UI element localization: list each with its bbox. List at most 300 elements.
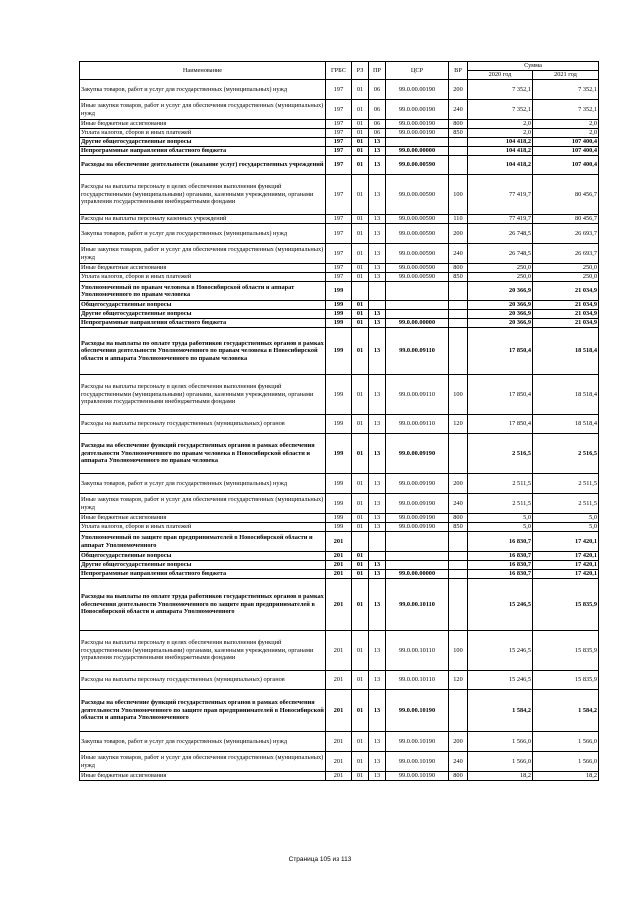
cell-sum-2020: 77 419,7: [468, 215, 533, 224]
cell-name: Непрограммные направления областного бюджета: [80, 147, 326, 156]
cell-pr: 13: [369, 138, 386, 147]
cell-vr: [449, 532, 468, 552]
cell-csr: [386, 561, 449, 570]
cell-name: Закупка товаров, работ и услуг для государственных (муниципальных) нужд: [80, 224, 326, 244]
table-row: [80, 474, 599, 494]
cell-name: Иные закупки товаров, работ и услуг для обеспечения государственных (муниципальных) нужд: [80, 752, 326, 772]
table-row: [80, 579, 599, 631]
cell-sum-2021: 250,0: [533, 273, 599, 282]
cell-pr: 13: [369, 328, 386, 375]
cell-grbs: 197: [326, 175, 352, 215]
cell-sum-2020: 5,0: [468, 514, 533, 523]
cell-rz: 01: [352, 514, 369, 523]
table-row: [80, 80, 599, 100]
table-row: [80, 244, 599, 264]
cell-sum-2021: 80 456,7: [533, 175, 599, 215]
cell-csr: 99.0.00.00190: [386, 129, 449, 138]
table-row: [80, 772, 599, 781]
cell-vr: 850: [449, 129, 468, 138]
header-name: Наименование: [80, 62, 326, 80]
cell-grbs: 199: [326, 474, 352, 494]
cell-vr: 240: [449, 244, 468, 264]
cell-pr: 13: [369, 561, 386, 570]
cell-name: Уплата налогов, сборов и иных платежей: [80, 523, 326, 532]
cell-rz: 01: [352, 147, 369, 156]
cell-grbs: 201: [326, 690, 352, 732]
table-row: [80, 328, 599, 375]
cell-grbs: 201: [326, 532, 352, 552]
table-row: [80, 752, 599, 772]
cell-csr: 99.0.00.09190: [386, 523, 449, 532]
cell-name: Иные закупки товаров, работ и услуг для обеспечения государственных (муниципальных) нужд: [80, 494, 326, 514]
cell-csr: 99.0.00.10110: [386, 671, 449, 690]
cell-pr: 13: [369, 570, 386, 579]
header-year-2021: 2021 год: [533, 71, 599, 80]
table-row: [80, 129, 599, 138]
cell-sum-2021: 18,2: [533, 772, 599, 781]
table-row: [80, 375, 599, 415]
cell-sum-2021: 1 584,2: [533, 690, 599, 732]
cell-name: Уплата налогов, сборов и иных платежей: [80, 129, 326, 138]
cell-name: Другие общегосударственные вопросы: [80, 561, 326, 570]
cell-name: Закупка товаров, работ и услуг для государственных (муниципальных) нужд: [80, 732, 326, 752]
cell-rz: 01: [352, 523, 369, 532]
table-row: [80, 120, 599, 129]
table-row: [80, 494, 599, 514]
cell-sum-2020: 250,0: [468, 264, 533, 273]
cell-grbs: 197: [326, 147, 352, 156]
cell-sum-2020: 16 830,7: [468, 561, 533, 570]
cell-rz: 01: [352, 415, 369, 434]
cell-rz: 01: [352, 319, 369, 328]
cell-pr: 13: [369, 752, 386, 772]
cell-csr: 99.0.00.10190: [386, 772, 449, 781]
cell-rz: 01: [352, 138, 369, 147]
cell-pr: 13: [369, 732, 386, 752]
cell-pr: 13: [369, 514, 386, 523]
cell-sum-2021: 2 516,5: [533, 434, 599, 474]
cell-rz: 01: [352, 100, 369, 120]
cell-name: Расходы на выплаты персоналу государственных (муниципальных) органов: [80, 415, 326, 434]
cell-vr: [449, 434, 468, 474]
cell-vr: [449, 690, 468, 732]
table-row: [80, 310, 599, 319]
cell-rz: 01: [352, 732, 369, 752]
table-row: [80, 301, 599, 310]
cell-pr: [369, 552, 386, 561]
cell-vr: 120: [449, 415, 468, 434]
cell-sum-2020: 104 418,2: [468, 138, 533, 147]
cell-csr: 99.0.00.00590: [386, 273, 449, 282]
cell-sum-2021: 21 034,9: [533, 319, 599, 328]
cell-name: Общегосударственные вопросы: [80, 552, 326, 561]
cell-name: Общегосударственные вопросы: [80, 301, 326, 310]
cell-sum-2021: 80 456,7: [533, 215, 599, 224]
table-row: [80, 224, 599, 244]
cell-sum-2020: 16 830,7: [468, 570, 533, 579]
cell-csr: 99.0.00.00590: [386, 224, 449, 244]
cell-csr: 99.0.00.09110: [386, 328, 449, 375]
cell-sum-2021: 1 566,0: [533, 752, 599, 772]
cell-pr: 13: [369, 156, 386, 175]
cell-csr: 99.0.00.10190: [386, 752, 449, 772]
cell-grbs: 201: [326, 570, 352, 579]
table-row: [80, 631, 599, 671]
cell-sum-2021: 107 400,4: [533, 147, 599, 156]
cell-name: Расходы на обеспечение функций государственных органов в рамках обеспечения деятельности Уполномоченного по правам человека в Новосибирской области и аппарата Уполномоченного по правам человека: [80, 434, 326, 474]
table-row: [80, 570, 599, 579]
cell-csr: 99.0.00.00590: [386, 156, 449, 175]
cell-csr: 99.0.00.00590: [386, 175, 449, 215]
cell-grbs: 201: [326, 552, 352, 561]
cell-sum-2021: 17 420,1: [533, 561, 599, 570]
cell-vr: 200: [449, 80, 468, 100]
cell-sum-2020: 26 748,5: [468, 224, 533, 244]
table-row: [80, 215, 599, 224]
cell-sum-2020: 7 352,1: [468, 80, 533, 100]
cell-csr: 99.0.00.00190: [386, 100, 449, 120]
cell-sum-2020: 104 418,2: [468, 156, 533, 175]
budget-table: [79, 61, 599, 781]
cell-sum-2021: 17 420,1: [533, 552, 599, 561]
cell-sum-2020: 1 566,0: [468, 752, 533, 772]
cell-sum-2021: 7 352,1: [533, 100, 599, 120]
cell-csr: 99.0.00.00590: [386, 244, 449, 264]
table-row: [80, 282, 599, 301]
cell-vr: 850: [449, 523, 468, 532]
cell-pr: 13: [369, 579, 386, 631]
cell-rz: 01: [352, 129, 369, 138]
cell-name: Расходы на выплаты персоналу государственных (муниципальных) органов: [80, 671, 326, 690]
table-row: [80, 690, 599, 732]
cell-rz: 01: [352, 552, 369, 561]
cell-name: Непрограммные направления областного бюджета: [80, 570, 326, 579]
cell-pr: 13: [369, 310, 386, 319]
cell-sum-2020: 16 830,7: [468, 552, 533, 561]
cell-name: Расходы на выплаты персоналу в целях обеспечения выполнения функций государственными (муниципальными) органами, казенными учреждениями, органами управления государственными внебюджетными фондами: [80, 375, 326, 415]
cell-rz: 01: [352, 224, 369, 244]
cell-vr: [449, 579, 468, 631]
header-grbs: ГРБС: [326, 62, 352, 80]
cell-sum-2021: 17 420,1: [533, 532, 599, 552]
cell-grbs: 197: [326, 80, 352, 100]
cell-csr: 99.0.00.10190: [386, 690, 449, 732]
cell-rz: 01: [352, 120, 369, 129]
cell-sum-2020: 2 511,5: [468, 474, 533, 494]
cell-sum-2021: 15 835,9: [533, 671, 599, 690]
cell-sum-2020: 20 366,9: [468, 301, 533, 310]
cell-sum-2020: 7 352,1: [468, 100, 533, 120]
cell-vr: [449, 552, 468, 561]
cell-grbs: 197: [326, 244, 352, 264]
cell-rz: 01: [352, 579, 369, 631]
cell-rz: [352, 282, 369, 301]
cell-pr: 13: [369, 690, 386, 732]
budget-table-page: [79, 61, 598, 781]
table-row: [80, 264, 599, 273]
cell-vr: 100: [449, 631, 468, 671]
cell-vr: 800: [449, 264, 468, 273]
cell-sum-2021: 2 511,5: [533, 474, 599, 494]
cell-sum-2020: 20 366,9: [468, 282, 533, 301]
cell-sum-2021: 7 352,1: [533, 80, 599, 100]
cell-pr: 13: [369, 215, 386, 224]
cell-sum-2021: 21 034,9: [533, 282, 599, 301]
cell-vr: [449, 319, 468, 328]
cell-sum-2021: 5,0: [533, 514, 599, 523]
cell-grbs: 199: [326, 415, 352, 434]
cell-pr: 13: [369, 631, 386, 671]
cell-vr: [449, 570, 468, 579]
cell-sum-2020: 250,0: [468, 273, 533, 282]
cell-rz: 01: [352, 80, 369, 100]
table-row: [80, 156, 599, 175]
cell-csr: [386, 532, 449, 552]
cell-vr: 200: [449, 224, 468, 244]
cell-pr: 06: [369, 120, 386, 129]
cell-sum-2021: 26 693,7: [533, 244, 599, 264]
cell-sum-2020: 20 366,9: [468, 310, 533, 319]
cell-sum-2021: 1 566,0: [533, 732, 599, 752]
cell-grbs: 199: [326, 375, 352, 415]
cell-csr: [386, 301, 449, 310]
cell-name: Непрограммные направления областного бюджета: [80, 319, 326, 328]
cell-name: Иные закупки товаров, работ и услуг для обеспечения государственных (муниципальных) нужд: [80, 244, 326, 264]
cell-vr: 240: [449, 100, 468, 120]
table-row: [80, 319, 599, 328]
cell-grbs: 201: [326, 631, 352, 671]
cell-csr: 99.0.00.09190: [386, 514, 449, 523]
cell-name: Расходы на выплаты персоналу в целях обеспечения выполнения функций государственными (муниципальными) органами, казенными учреждениями, органами управления государственными внебюджетными фондами: [80, 175, 326, 215]
cell-sum-2020: 77 419,7: [468, 175, 533, 215]
cell-name: Иные бюджетные ассигнования: [80, 120, 326, 129]
cell-pr: 13: [369, 244, 386, 264]
cell-rz: 01: [352, 494, 369, 514]
cell-vr: 100: [449, 175, 468, 215]
cell-sum-2021: 2,0: [533, 129, 599, 138]
cell-pr: 13: [369, 415, 386, 434]
cell-pr: [369, 532, 386, 552]
cell-sum-2020: 15 246,5: [468, 671, 533, 690]
cell-vr: 800: [449, 514, 468, 523]
table-row: [80, 138, 599, 147]
cell-rz: 01: [352, 310, 369, 319]
table-row: [80, 100, 599, 120]
cell-name: Иные бюджетные ассигнования: [80, 264, 326, 273]
cell-name: Расходы на обеспечение функций государственных органов в рамках обеспечения деятельности Уполномоченного по защите прав предпринимателей в Новосибирской области и аппарата Уполномоченного: [80, 690, 326, 732]
cell-sum-2021: 18 518,4: [533, 415, 599, 434]
cell-rz: 01: [352, 301, 369, 310]
cell-sum-2021: 21 034,9: [533, 310, 599, 319]
cell-pr: [369, 301, 386, 310]
cell-vr: [449, 561, 468, 570]
cell-vr: 850: [449, 273, 468, 282]
cell-vr: [449, 138, 468, 147]
cell-sum-2021: 107 400,4: [533, 138, 599, 147]
cell-rz: 01: [352, 474, 369, 494]
cell-pr: 13: [369, 264, 386, 273]
cell-rz: 01: [352, 434, 369, 474]
cell-csr: 99.0.00.09190: [386, 474, 449, 494]
cell-grbs: 201: [326, 579, 352, 631]
cell-grbs: 199: [326, 434, 352, 474]
table-row: [80, 532, 599, 552]
cell-csr: 99.0.00.09110: [386, 375, 449, 415]
cell-sum-2021: 250,0: [533, 264, 599, 273]
cell-sum-2021: 18 518,4: [533, 375, 599, 415]
cell-rz: 01: [352, 156, 369, 175]
cell-vr: [449, 156, 468, 175]
cell-pr: 13: [369, 474, 386, 494]
cell-pr: 13: [369, 375, 386, 415]
cell-sum-2020: 2 511,5: [468, 494, 533, 514]
cell-csr: 99.0.00.09110: [386, 415, 449, 434]
cell-pr: 13: [369, 772, 386, 781]
cell-name: Расходы на выплаты персоналу казенных учреждений: [80, 215, 326, 224]
cell-sum-2021: 18 518,4: [533, 328, 599, 375]
cell-rz: 01: [352, 690, 369, 732]
cell-pr: 13: [369, 494, 386, 514]
cell-sum-2020: 2 516,5: [468, 434, 533, 474]
cell-rz: 01: [352, 375, 369, 415]
cell-sum-2020: 17 850,4: [468, 415, 533, 434]
table-row: [80, 434, 599, 474]
cell-csr: 99.0.00.10110: [386, 579, 449, 631]
cell-vr: 800: [449, 120, 468, 129]
cell-rz: 01: [352, 561, 369, 570]
cell-vr: [449, 282, 468, 301]
cell-grbs: 197: [326, 215, 352, 224]
cell-name: Закупка товаров, работ и услуг для государственных (муниципальных) нужд: [80, 474, 326, 494]
cell-rz: 01: [352, 772, 369, 781]
page-number: Страница 105 из 113: [288, 856, 352, 863]
header-csr: ЦСР: [386, 62, 449, 80]
table-row: [80, 147, 599, 156]
cell-sum-2020: 18,2: [468, 772, 533, 781]
cell-sum-2021: 15 835,9: [533, 631, 599, 671]
cell-grbs: 197: [326, 273, 352, 282]
cell-csr: 99.0.00.09190: [386, 494, 449, 514]
cell-vr: [449, 310, 468, 319]
cell-sum-2020: 17 850,4: [468, 375, 533, 415]
header-year-2020: 2020 год: [468, 71, 533, 80]
cell-csr: 99.0.00.00590: [386, 215, 449, 224]
cell-pr: 13: [369, 147, 386, 156]
cell-rz: [352, 532, 369, 552]
cell-csr: 99.0.00.00190: [386, 80, 449, 100]
cell-sum-2020: 2,0: [468, 129, 533, 138]
cell-name: Расходы на обеспечение деятельности (оказание услуг) государственных учреждений: [80, 156, 326, 175]
cell-sum-2020: 15 246,5: [468, 579, 533, 631]
header-pr: ПР: [369, 62, 386, 80]
cell-sum-2021: 2,0: [533, 120, 599, 129]
cell-pr: 13: [369, 319, 386, 328]
cell-pr: 13: [369, 175, 386, 215]
cell-pr: 13: [369, 273, 386, 282]
cell-name: Иные закупки товаров, работ и услуг для обеспечения государственных (муниципальных) нужд: [80, 100, 326, 120]
cell-grbs: 199: [326, 301, 352, 310]
cell-rz: 01: [352, 244, 369, 264]
cell-rz: 01: [352, 671, 369, 690]
cell-rz: 01: [352, 631, 369, 671]
cell-vr: 800: [449, 772, 468, 781]
cell-sum-2021: 26 693,7: [533, 224, 599, 244]
table-row: [80, 415, 599, 434]
cell-grbs: 199: [326, 514, 352, 523]
cell-name: Расходы на выплаты по оплате труда работников государственных органов в рамках обеспечения деятельности Уполномоченного по правам человека в Новосибирской области и аппарата Уполномоченного по правам человека: [80, 328, 326, 375]
table-row: [80, 561, 599, 570]
table-row: [80, 273, 599, 282]
cell-grbs: 199: [326, 282, 352, 301]
cell-grbs: 197: [326, 264, 352, 273]
cell-rz: 01: [352, 328, 369, 375]
cell-name: Другие общегосударственные вопросы: [80, 138, 326, 147]
cell-vr: [449, 147, 468, 156]
cell-vr: 200: [449, 474, 468, 494]
table-row: [80, 523, 599, 532]
cell-rz: 01: [352, 215, 369, 224]
cell-vr: 110: [449, 215, 468, 224]
cell-rz: 01: [352, 752, 369, 772]
cell-pr: 13: [369, 523, 386, 532]
cell-vr: 120: [449, 671, 468, 690]
cell-name: Расходы на выплаты персоналу в целях обеспечения выполнения функций государственными (муниципальными) органами, казенными учреждениями, органами управления государственными внебюджетными фондами: [80, 631, 326, 671]
table-row: [80, 514, 599, 523]
cell-csr: 99.0.00.10110: [386, 631, 449, 671]
cell-csr: 99.0.00.00000: [386, 570, 449, 579]
cell-grbs: 199: [326, 328, 352, 375]
cell-grbs: 197: [326, 100, 352, 120]
cell-grbs: 199: [326, 523, 352, 532]
cell-grbs: 201: [326, 752, 352, 772]
cell-vr: [449, 301, 468, 310]
cell-sum-2020: 1 584,2: [468, 690, 533, 732]
cell-sum-2021: 5,0: [533, 523, 599, 532]
cell-name: Другие общегосударственные вопросы: [80, 310, 326, 319]
cell-grbs: 197: [326, 129, 352, 138]
cell-grbs: 201: [326, 561, 352, 570]
cell-grbs: 197: [326, 156, 352, 175]
cell-vr: 200: [449, 732, 468, 752]
cell-pr: [369, 282, 386, 301]
cell-csr: 99.0.00.00000: [386, 147, 449, 156]
table-body: [80, 80, 599, 781]
cell-csr: [386, 282, 449, 301]
cell-pr: 13: [369, 434, 386, 474]
cell-grbs: 199: [326, 494, 352, 514]
cell-sum-2020: 1 566,0: [468, 732, 533, 752]
header-vr: ВР: [449, 62, 468, 80]
table-row: [80, 552, 599, 561]
cell-sum-2020: 5,0: [468, 523, 533, 532]
cell-sum-2021: 21 034,9: [533, 301, 599, 310]
cell-sum-2020: 26 748,5: [468, 244, 533, 264]
cell-grbs: 199: [326, 319, 352, 328]
cell-vr: 240: [449, 494, 468, 514]
cell-sum-2020: 104 418,2: [468, 147, 533, 156]
cell-sum-2021: 17 420,1: [533, 570, 599, 579]
cell-pr: 06: [369, 129, 386, 138]
cell-csr: 99.0.00.00190: [386, 120, 449, 129]
cell-csr: 99.0.00.00590: [386, 264, 449, 273]
cell-grbs: 197: [326, 224, 352, 244]
cell-grbs: 201: [326, 671, 352, 690]
cell-csr: 99.0.00.00000: [386, 319, 449, 328]
cell-name: Уполномоченный по правам человека в Новосибирской области и аппарат Уполномоченного по правам человека: [80, 282, 326, 301]
cell-vr: 240: [449, 752, 468, 772]
cell-grbs: 199: [326, 310, 352, 319]
cell-sum-2020: 16 830,7: [468, 532, 533, 552]
